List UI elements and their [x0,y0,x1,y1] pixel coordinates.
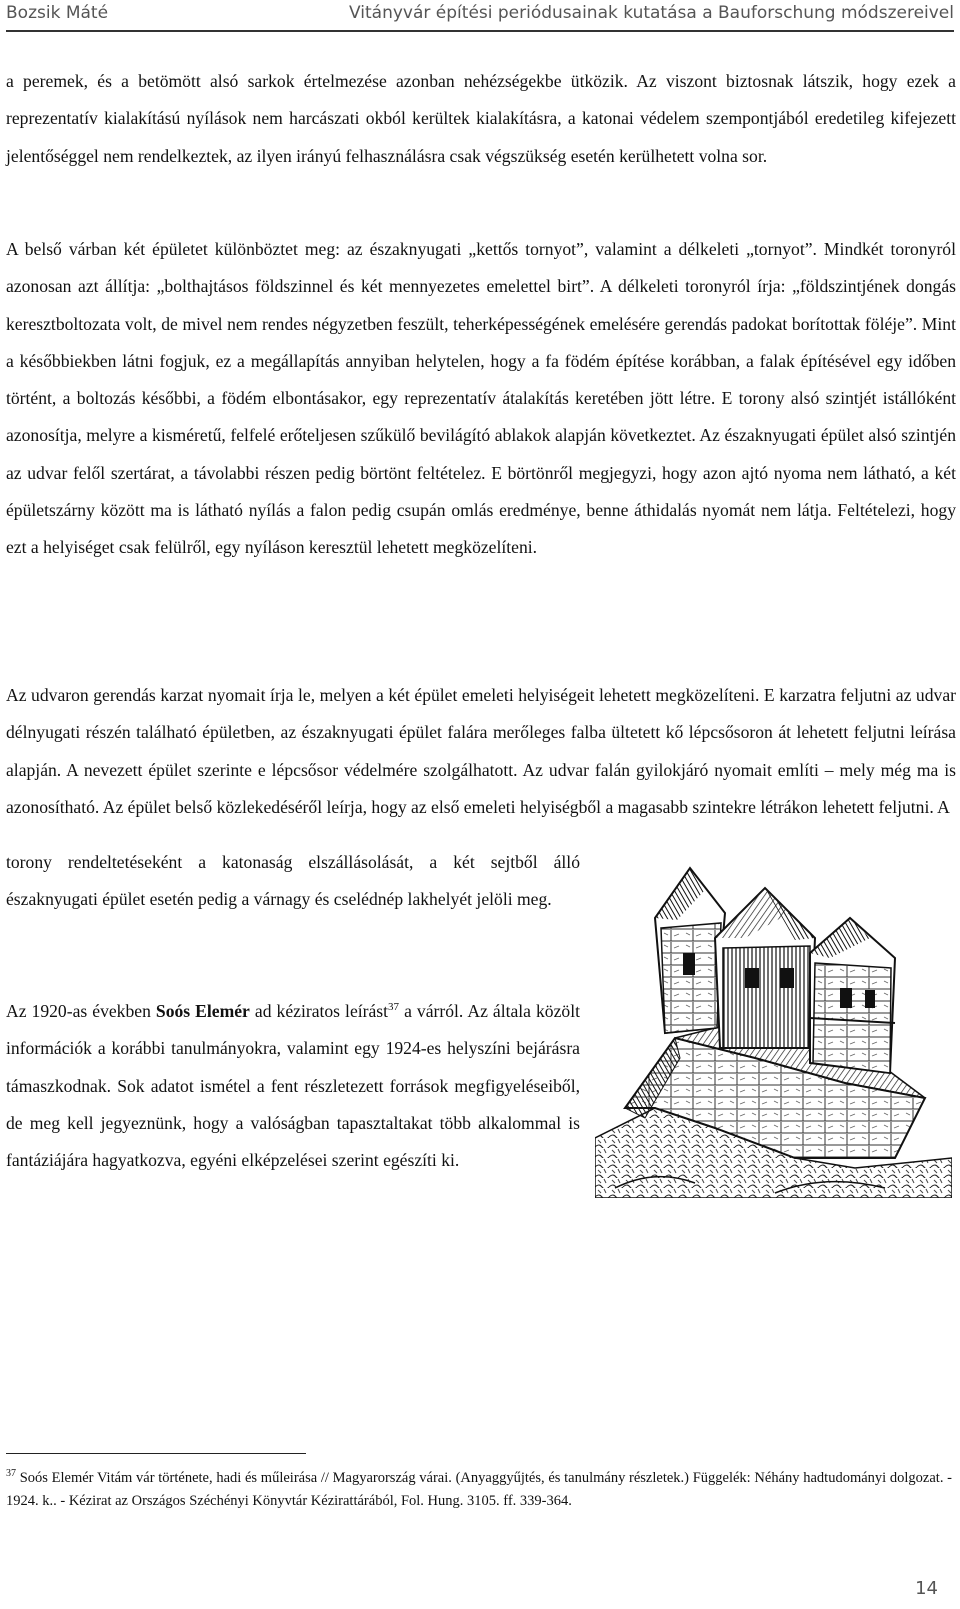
paragraph-text: A belső várban két épületet különböztet meg: az északnyugati „kettős tornyot”, valamint a délkeleti „tornyot”. Mindkét toronyról azonosan azt állítja: „bolthajtásos földszinnel és két mennyezetes emelettel birt”. A délkeleti toronyról írja: „földszintjének dongás keresztboltozata volt, de mivel nem rendes négyzetben feszült, teherképességének emelésére gerendás padokat borítottak föléje”. Mint a későbbiekben látni fogjuk, ez a megállapítás annyiban helytelen, hogy a fa födém építése korábban, a falak építésével egy időben történt, a boltozás későbbi, a födém elbontásakor, egy reprezentatív átalakítás keretében jött létre. E torony alsó szintjét istállóként azonosítja, melyre a kisméretű, felfelé erőteljesen szűkülő bevilágító ablakok alapján következtet. Az északnyugati épület alsó szintjén az udvar felől szertárat, a távolabbi részen pedig börtönt feltételez. E börtönről megjegyzi, hogy azon ajtó nyoma nem látható, a két épületszárny között ma is látható nyílás a falon pedig csupán omlás eredménye, benne áthidalás nyomát nem látja. Feltételezi, hogy ezt a helyiséget csak felülről, egy nyíláson keresztül lehetett megközelíteni. [6,239,956,558]
header-author: Bozsik Máté [6,3,109,23]
footnote-number: 37 [6,1468,16,1480]
paragraph-text [6,993,580,1179]
body-paragraph-1 [6,63,956,175]
footnote-divider [6,1453,306,1454]
body-paragraph-3-continued [6,844,580,919]
header-divider [6,30,954,32]
footnote-reference[interactable]: 37 [388,1001,400,1014]
paragraph-text: a peremek, és a betömött alsó sarkok értelmezése azonban nehézségekbe ütközik. Az viszont biztosnak látszik, hogy ezek a reprezentatív kialakítású nyílások nem harcászati okból kerültek kialakításra, a katonai védelem szempontjából eredetileg kifejezett jelentőséggel nem rendelkeztek, az ilyen irányú felhasználásra csak végszükség esetén kerülhetett volna sor. [6,71,956,166]
footnote [6,1467,952,1513]
paragraph-text: Az udvaron gerendás karzat nyomait írja le, melyen a két épület emeleti helyiségeit lehetett megközelíteni. E karzatra feljutni az udvar délnyugati részén található épületben, az északnyugati épület falára merőleges falba ültetett kő lépcsősoron át lehetett feljutni leírása alapján. A nevezett épület szerinte e lépcsősor védelmére szolgálhatott. Az udvar falán gyilokjáró nyomait említi – mely még ma is azonosítható. Az épület belső közlekedéséről leírja, hogy az első emeleti helyiségből a magasabb szintekre létrákon lehetett feljutni. A [6,685,956,817]
paragraph-text-end: a várról. Az általa közölt információk a korábbi tanulmányokra, valamint egy 1924-es helyszíni bejárásra támaszkodnak. Sok adatot ismétel a fent részletezett források megfigyeléseiből, de meg kell jegyeznünk, hogy a valóságban tapasztaltakat több alkalommal is fantáziájára hagyatkozva, egyéni elképzelései szerint egészíti ki. [6,1001,580,1171]
header-title: Vitányvár építési periódusainak kutatása a Bauforschung módszereivel [349,3,954,23]
paragraph-text-start: Az 1920-as években [6,1001,156,1021]
body-paragraph-3 [6,677,956,826]
body-paragraph-2 [6,231,956,567]
body-paragraph-4 [6,993,580,1179]
author-name-bold: Soós Elemér [155,1001,250,1021]
paragraph-text-mid: ad kéziratos leírást [249,1001,389,1021]
running-header [6,0,954,26]
page-number: 14 [915,1578,938,1599]
footnote-text: Soós Elemér Vitám vár története, hadi és műleirása // Magyarország várai. (Anyaggyűjtés, és tanulmány részletek.) Függelék: Néhány hadtudományi dolgozat. - 1924. k.. - Kézirat az Országos Széchényi Könyvtár Kézirattárából, Fol. Hung. 3105. ff. 339-364. [6,1470,952,1509]
castle-illustration [595,858,952,1198]
paragraph-text: torony rendeltetéseként a katonaság elszállásolását, a két sejtből álló északnyugati épület esetén pedig a várnagy és cselédnép lakhelyét jelöli meg. [6,852,580,910]
